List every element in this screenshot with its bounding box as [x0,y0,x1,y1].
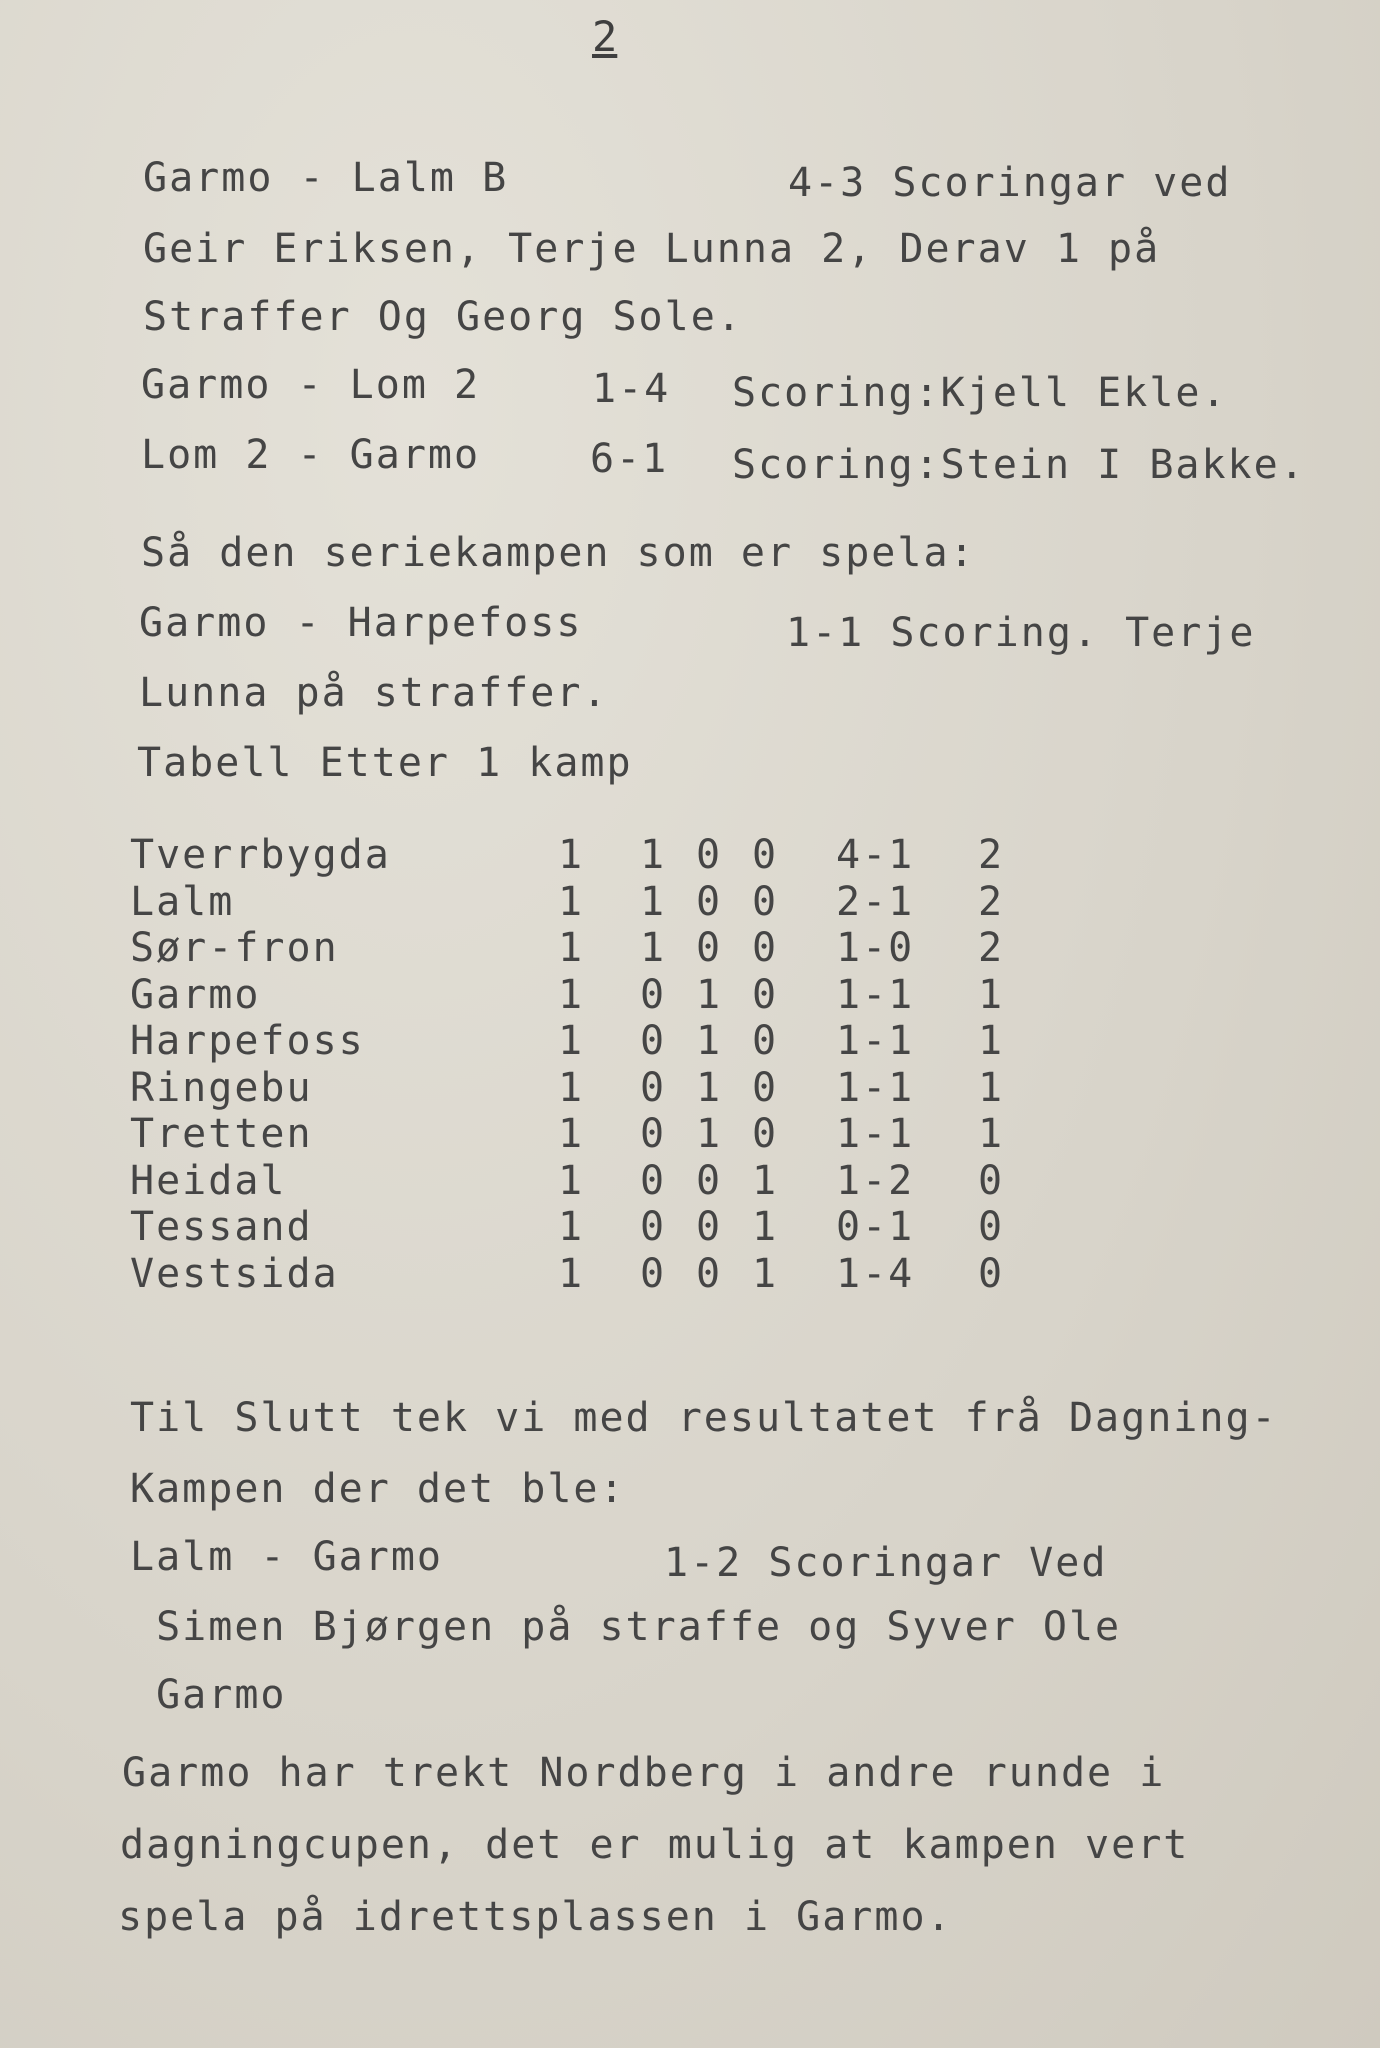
goals: 1-4 [836,1250,915,1297]
won: 1 [640,832,667,878]
goals: 1-1 [836,971,915,1018]
table-row [130,832,1030,879]
team-name: Ringebu [130,1064,313,1111]
lost: 0 [752,1064,779,1111]
goals: 1-0 [836,925,915,971]
closing-line-6: Garmo har trekt Nordberg i andre runde i [122,1750,1166,1796]
drawn: 0 [696,832,723,878]
table-row [130,879,1030,926]
lost: 1 [752,1250,779,1297]
won: 0 [640,1064,667,1111]
lost: 0 [752,971,779,1018]
closing-line-1: Til Slutt tek vi med resultatet frå Dagning- [130,1395,1278,1441]
match-garmo-lom2: Garmo - Lom 2 [141,362,481,408]
played: 1 [558,1064,585,1111]
closing-match-right: 1-2 Scoringar Ved [664,1540,1108,1586]
played: 1 [558,878,585,925]
played: 1 [558,1157,585,1204]
team-name: Lalm [130,878,235,925]
won: 1 [640,878,667,925]
lost: 0 [752,1018,779,1064]
page-number: 2 [592,12,618,61]
table-row [130,1158,1030,1205]
series-header: Så den seriekampen som er spela: [141,530,976,576]
drawn: 1 [696,971,723,1018]
won: 1 [640,925,667,971]
drawn: 0 [696,878,723,925]
score-garmo-lom2: 1-4 [592,366,671,412]
goals: 1-1 [836,1111,915,1157]
team-name: Harpefoss [130,1018,365,1064]
lost: 0 [752,878,779,925]
played: 1 [558,1111,585,1157]
played: 1 [558,971,585,1018]
result-line-2: Geir Eriksen, Terje Lunna 2, Derav 1 på [143,226,1161,272]
played: 1 [558,1250,585,1297]
result-line-1-right: 4-3 Scoringar ved [788,160,1232,206]
goals: 4-1 [836,832,915,878]
standings-table [130,832,1030,1297]
points: 2 [978,878,1005,925]
closing-line-2: Kampen der det ble: [130,1466,626,1512]
goals: 1-2 [836,1157,915,1204]
goals: 2-1 [836,878,915,925]
won: 0 [640,1111,667,1157]
played: 1 [558,832,585,878]
team-name: Tessand [130,1204,313,1250]
played: 1 [558,1204,585,1250]
points: 1 [978,1064,1005,1111]
played: 1 [558,1018,585,1064]
team-name: Heidal [130,1157,287,1204]
won: 0 [640,1250,667,1297]
points: 1 [978,971,1005,1018]
match-lom2-garmo: Lom 2 - Garmo [141,432,481,478]
closing-line-7: dagningcupen, det er mulig at kampen vert [120,1822,1190,1868]
drawn: 1 [696,1064,723,1111]
closing-line-4: Simen Bjørgen på straffe og Syver Ole [130,1604,1122,1650]
closing-line-5: Garmo [130,1672,287,1718]
score-lom2-garmo: 6-1 [590,436,669,482]
closing-line-8: spela på idrettsplassen i Garmo. [118,1894,953,1940]
series-match-continued: Lunna på straffer. [139,670,609,716]
drawn: 1 [696,1018,723,1064]
points: 1 [978,1111,1005,1157]
goals: 1-1 [836,1018,915,1064]
drawn: 1 [696,1111,723,1157]
result-line-3: Straffer Og Georg Sole. [143,294,743,340]
lost: 0 [752,1111,779,1157]
team-name: Tretten [130,1111,313,1157]
won: 0 [640,971,667,1018]
closing-match-left: Lalm - Garmo [130,1534,443,1580]
won: 0 [640,1204,667,1250]
goals: 1-1 [836,1064,915,1111]
series-match-left: Garmo - Harpefoss [139,600,583,646]
team-name: Garmo [130,971,261,1018]
drawn: 0 [696,1157,723,1204]
points: 0 [978,1204,1005,1250]
points: 2 [978,832,1005,878]
table-row [130,1204,1030,1251]
points: 0 [978,1250,1005,1297]
table-title: Tabell Etter 1 kamp [137,740,633,786]
drawn: 0 [696,1250,723,1297]
team-name: Tverrbygda [130,832,391,878]
lost: 0 [752,925,779,971]
table-row [130,1251,1030,1298]
table-row [130,925,1030,972]
table-row [130,1065,1030,1112]
won: 0 [640,1157,667,1204]
result-line-1-left: Garmo - Lalm B [143,155,509,201]
drawn: 0 [696,1204,723,1250]
team-name: Vestsida [130,1250,339,1297]
lost: 1 [752,1204,779,1250]
drawn: 0 [696,925,723,971]
lost: 1 [752,1157,779,1204]
team-name: Sør-fron [130,925,339,971]
scorer-lom2-garmo: Scoring:Stein I Bakke. [732,442,1306,488]
goals: 0-1 [836,1204,915,1250]
won: 0 [640,1018,667,1064]
series-match-right: 1-1 Scoring. Terje [786,610,1256,656]
played: 1 [558,925,585,971]
points: 1 [978,1018,1005,1064]
table-row [130,1111,1030,1158]
lost: 0 [752,832,779,878]
table-row [130,972,1030,1019]
scorer-garmo-lom2: Scoring:Kjell Ekle. [732,370,1228,416]
points: 2 [978,925,1005,971]
points: 0 [978,1157,1005,1204]
table-row [130,1018,1030,1065]
